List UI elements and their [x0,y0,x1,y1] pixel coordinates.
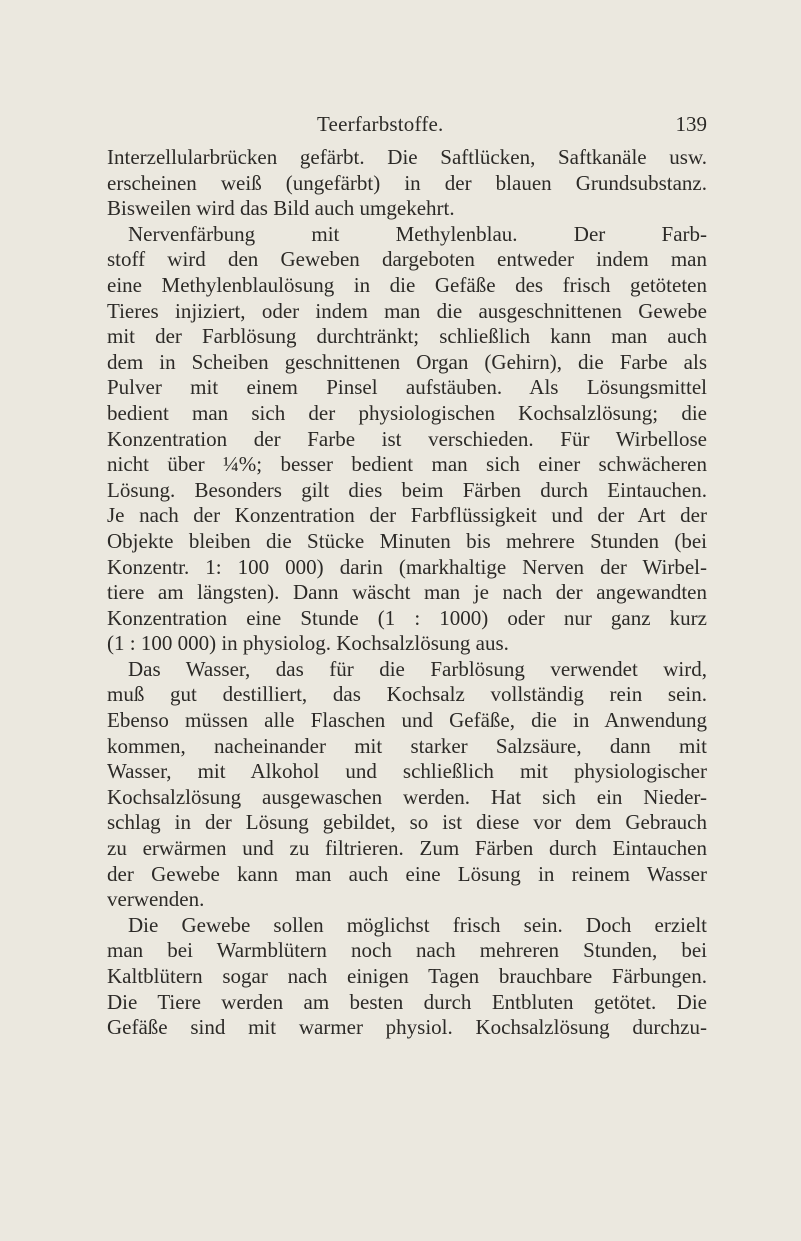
section-heading-line: Nervenfärbung mit Methylenblau. Der Farb- [128,221,707,246]
text-line: Kochsalzlösung ausgewaschen werden. Hat sich ein Nieder- [107,784,707,809]
text-line: Lösung. Besonders gilt dies beim Färben durch Eintauchen. [107,477,707,502]
text-line: Wasser, mit Alkohol und schließlich mit physiologischer [107,759,707,784]
text-line: (1 : 100 000) in physiolog. Kochsalzlösung aus. [107,631,509,656]
text-line: schlag in der Lösung gebildet, so ist diese vor dem Gebrauch [107,810,707,835]
text-line: zu erwärmen und zu filtrieren. Zum Färben durch Eintauchen [107,836,707,861]
text-line: Die Gewebe sollen möglichst frisch sein. Doch erzielt [128,912,707,937]
page-header [107,112,707,142]
text-line: Die Tiere werden am besten durch Entbluten getötet. Die [107,989,707,1014]
text-line: eine Methylenblaulösung in die Gefäße des frisch getöteten [107,272,707,297]
text-line: Objekte bleiben die Stücke Minuten bis mehrere Stunden (bei [107,528,707,553]
text-line: tiere am längsten). Dann wäscht man je nach der angewandten [107,580,707,605]
text-line: nicht über ¼%; besser bedient man sich einer schwächeren [107,452,707,477]
text-line: Bisweilen wird das Bild auch umgekehrt. [107,196,455,221]
text-line: erscheinen weiß (ungefärbt) in der blauen Grundsubstanz. [107,170,707,195]
text-line: man bei Warmblütern noch nach mehreren Stunden, bei [107,938,707,963]
text-line: Je nach der Konzentration der Farbflüssigkeit und der Art der [107,503,707,528]
text-line: Konzentr. 1: 100 000) darin (markhaltige Nerven der Wirbel- [107,554,707,579]
text-line: Das Wasser, das für die Farblösung verwendet wird, [128,656,707,681]
running-head: Teerfarbstoffe. [317,112,444,136]
text-line: Kaltblütern sogar nach einigen Tagen brauchbare Färbungen. [107,964,707,988]
text-line: bedient man sich der physiologischen Kochsalzlösung; die [107,400,707,425]
text-line: Konzentration eine Stunde (1 : 1000) oder nur ganz kurz [107,605,707,630]
text-line: mit der Farblösung durchtränkt; schließlich kann man auch [107,324,707,349]
body-text [107,145,707,1041]
text-line: stoff wird den Geweben dargeboten entweder indem man [107,247,707,272]
text-line: Gefäße sind mit warmer physiol. Kochsalzlösung durchzu- [107,1015,707,1040]
text-line: der Gewebe kann man auch eine Lösung in reinem Wasser [107,861,707,886]
text-line: Tieres injiziert, oder indem man die ausgeschnittenen Gewebe [107,298,707,323]
text-line: kommen, nacheinander mit starker Salzsäure, dann mit [107,733,707,758]
page-number: 139 [675,112,707,136]
text-line: Interzellularbrücken gefärbt. Die Saftlücken, Saftkanäle usw. [107,145,707,169]
text-line: verwenden. [107,887,205,912]
text-line: Konzentration der Farbe ist verschieden. Für Wirbellose [107,426,707,451]
text-line: dem in Scheiben geschnittenen Organ (Gehirn), die Farbe als [107,349,707,374]
text-line: Ebenso müssen alle Flaschen und Gefäße, die in Anwendung [107,708,707,733]
text-line: Pulver mit einem Pinsel aufstäuben. Als Lösungsmittel [107,375,707,400]
text-line: muß gut destilliert, das Kochsalz vollständig rein sein. [107,682,707,707]
